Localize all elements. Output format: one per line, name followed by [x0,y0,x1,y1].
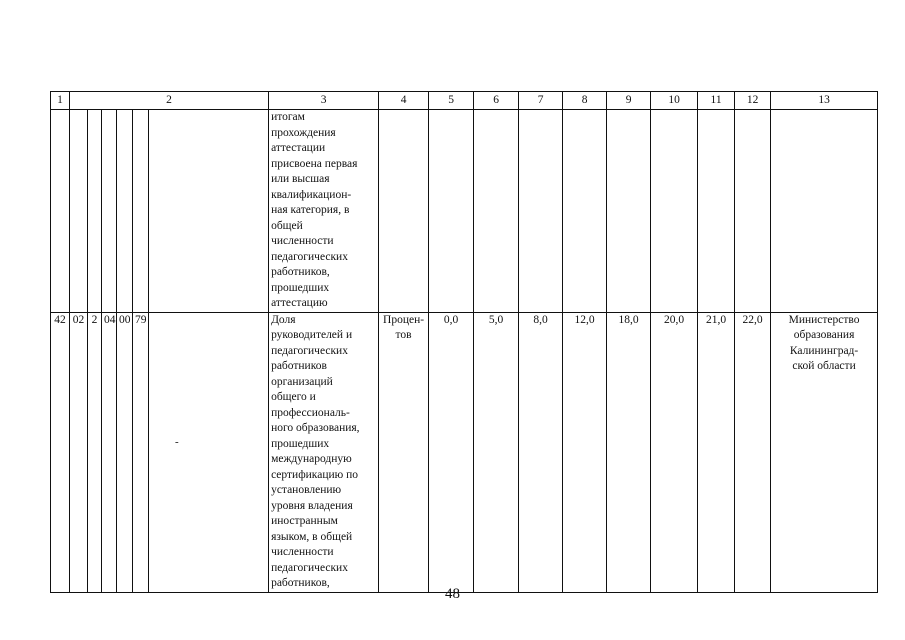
header-cell-13: 13 [771,92,878,110]
header-cell-10: 10 [651,92,698,110]
code-cell-6: 79 [133,312,149,592]
page-number: 48 [445,586,460,602]
code-cell [133,110,149,313]
value-cell [698,110,735,313]
header-cell-5: 5 [429,92,474,110]
unit-cell [379,110,429,313]
header-cell-12: 12 [735,92,771,110]
unit-cell: Процен- тов [379,312,429,592]
code-cell-1: 42 [51,312,70,592]
value-cell [429,110,474,313]
header-cell-8: 8 [563,92,607,110]
header-cell-11: 11 [698,92,735,110]
header-cell-2: 2 [70,92,269,110]
code-cell-3: 2 [88,312,102,592]
code-cell-2: 02 [70,312,88,592]
table-row-continued [51,110,878,313]
value-cell [651,110,698,313]
table-row [51,312,878,592]
value-cell-9: 12,0 [563,312,607,592]
responsible-cell [771,110,878,313]
header-cell-6: 6 [474,92,519,110]
header-cell-3: 3 [269,92,379,110]
value-cell [607,110,651,313]
value-cell-11: 20,0 [651,312,698,592]
header-cell-4: 4 [379,92,429,110]
value-cell-7: 5,0 [474,312,519,592]
code-cell [117,110,133,313]
value-cell [563,110,607,313]
header-cell-9: 9 [607,92,651,110]
value-cell-8: 8,0 [519,312,563,592]
value-cell [735,110,771,313]
value-cell-13: 22,0 [735,312,771,592]
program-cell [149,312,269,592]
header-cell-7: 7 [519,92,563,110]
code-cell [102,110,117,313]
header-row [51,92,878,110]
program-dash: - [175,435,179,448]
header-cell-1: 1 [51,92,70,110]
code-cell-4: 04 [102,312,117,592]
code-cell-5: 00 [117,312,133,592]
value-cell-12: 21,0 [698,312,735,592]
code-cell [70,110,88,313]
code-cell [88,110,102,313]
program-cell [149,110,269,313]
indicator-text-continued: итогам прохождения аттестации присвоена первая или высшая квалификацион- ная категория, в общей численности педагогических работников, прошедших аттестацию [269,110,379,313]
responsible-cell: Министерство образования Калининград- ской области [771,312,878,592]
value-cell-6: 0,0 [429,312,474,592]
indicator-table [50,91,878,593]
indicator-text: Доля руководителей и педагогических работников организаций общего и профессиональ- ного образования, прошедших международную сертификацию по установлению уровня владения иностранным языком, в общей численности педагогических работников, [269,312,379,592]
value-cell-10: 18,0 [607,312,651,592]
value-cell [519,110,563,313]
value-cell [474,110,519,313]
code-cell [51,110,70,313]
